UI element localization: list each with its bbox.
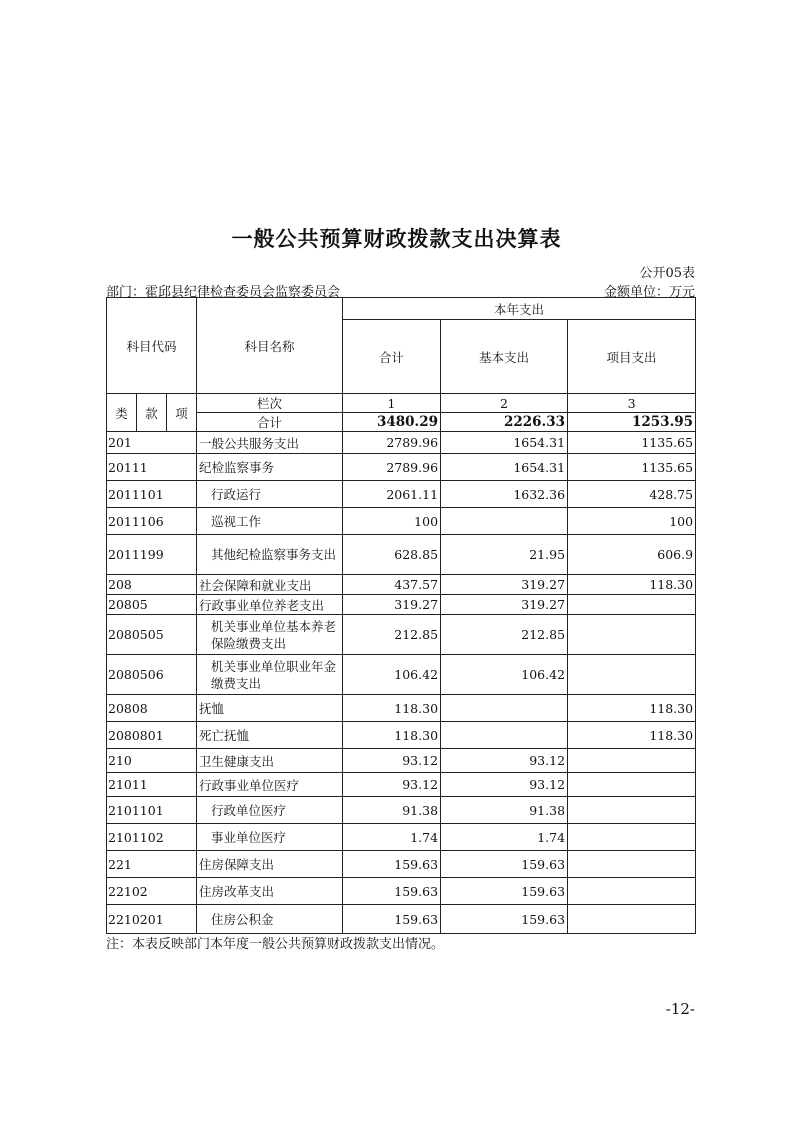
row-basic: 1.74 (441, 824, 568, 851)
row-basic: 91.38 (441, 797, 568, 824)
table-row (107, 615, 696, 655)
row-project: 100 (568, 508, 696, 535)
table-row (107, 695, 696, 722)
row-project: 1135.65 (568, 432, 696, 454)
row-total: 106.42 (343, 655, 441, 695)
row-code: 2080801 (107, 722, 197, 749)
row-basic: 159.63 (441, 851, 568, 878)
table-row (107, 878, 696, 905)
row-code: 2080505 (107, 615, 197, 655)
row-project: 428.75 (568, 481, 696, 508)
table-row (107, 797, 696, 824)
row-code: 208 (107, 575, 197, 595)
row-total: 628.85 (343, 535, 441, 575)
row-total: 118.30 (343, 722, 441, 749)
row-total: 212.85 (343, 615, 441, 655)
report-title: 一般公共预算财政拨款支出决算表 (231, 226, 562, 251)
total-row-total: 3480.29 (343, 413, 441, 432)
row-code: 2011106 (107, 508, 197, 535)
row-name: 行政事业单位医疗 (197, 773, 343, 797)
row-total: 1.74 (343, 824, 441, 851)
row-basic (441, 695, 568, 722)
header-col1: 1 (343, 394, 441, 413)
row-code: 2011199 (107, 535, 197, 575)
table-row (107, 454, 696, 481)
row-total: 118.30 (343, 695, 441, 722)
row-project (568, 878, 696, 905)
row-total: 159.63 (343, 905, 441, 934)
table-row (107, 773, 696, 797)
row-total: 159.63 (343, 878, 441, 905)
row-name: 住房改革支出 (197, 878, 343, 905)
header-project: 项目支出 (568, 320, 696, 394)
row-project (568, 797, 696, 824)
table-row (107, 851, 696, 878)
header-col3: 3 (568, 394, 696, 413)
total-row-project: 1253.95 (568, 413, 696, 432)
row-code: 2101102 (107, 824, 197, 851)
header-code: 科目代码 (107, 298, 197, 394)
row-code: 2011101 (107, 481, 197, 508)
row-project (568, 851, 696, 878)
row-total: 319.27 (343, 595, 441, 615)
total-row-basic: 2226.33 (441, 413, 568, 432)
row-basic: 93.12 (441, 749, 568, 773)
row-name: 其他纪检监察事务支出 (197, 535, 343, 575)
row-name: 卫生健康支出 (197, 749, 343, 773)
row-basic: 159.63 (441, 878, 568, 905)
table-row (107, 481, 696, 508)
header-xiang: 项 (167, 394, 197, 432)
row-total: 159.63 (343, 851, 441, 878)
row-project: 118.30 (568, 695, 696, 722)
header-lei: 类 (107, 394, 137, 432)
row-code: 20808 (107, 695, 197, 722)
row-name: 一般公共服务支出 (197, 432, 343, 454)
row-basic: 93.12 (441, 773, 568, 797)
table-row (107, 575, 696, 595)
row-project: 606.9 (568, 535, 696, 575)
row-basic (441, 722, 568, 749)
row-basic: 159.63 (441, 905, 568, 934)
row-basic: 1654.31 (441, 432, 568, 454)
row-project (568, 615, 696, 655)
row-basic: 319.27 (441, 575, 568, 595)
row-basic: 106.42 (441, 655, 568, 695)
row-project (568, 655, 696, 695)
table-row (107, 535, 696, 575)
row-code: 2210201 (107, 905, 197, 934)
row-name: 纪检监察事务 (197, 454, 343, 481)
page-number: -12- (665, 1000, 695, 1018)
department-label: 部门：霍邱县纪律检查委员会监察委员会 (106, 285, 341, 300)
row-project (568, 773, 696, 797)
row-code: 201 (107, 432, 197, 454)
header-total: 合计 (343, 320, 441, 394)
row-project (568, 749, 696, 773)
table-row (107, 595, 696, 615)
row-name: 死亡抚恤 (197, 722, 343, 749)
row-code: 21011 (107, 773, 197, 797)
row-total: 2061.11 (343, 481, 441, 508)
row-name: 机关事业单位基本养老保险缴费支出 (197, 615, 343, 655)
row-name: 抚恤 (197, 695, 343, 722)
table-row (107, 749, 696, 773)
row-total: 93.12 (343, 773, 441, 797)
total-row-label: 合计 (197, 413, 343, 432)
row-total: 437.57 (343, 575, 441, 595)
form-number: 公开05表 (639, 266, 695, 281)
row-total: 100 (343, 508, 441, 535)
row-code: 2080506 (107, 655, 197, 695)
row-project (568, 595, 696, 615)
row-project: 118.30 (568, 575, 696, 595)
amount-unit-label: 金额单位：万元 (603, 285, 695, 300)
row-basic: 21.95 (441, 535, 568, 575)
row-name: 行政运行 (197, 481, 343, 508)
row-name: 机关事业单位职业年金缴费支出 (197, 655, 343, 695)
row-basic: 1632.36 (441, 481, 568, 508)
row-code: 2101101 (107, 797, 197, 824)
header-basic: 基本支出 (441, 320, 568, 394)
table-row (107, 432, 696, 454)
row-project: 1135.65 (568, 454, 696, 481)
table-row (107, 508, 696, 535)
table-row (107, 722, 696, 749)
row-total: 93.12 (343, 749, 441, 773)
row-name: 巡视工作 (197, 508, 343, 535)
row-name: 社会保障和就业支出 (197, 575, 343, 595)
header-this-year: 本年支出 (343, 298, 696, 320)
row-total: 91.38 (343, 797, 441, 824)
header-name: 科目名称 (197, 298, 343, 394)
expenditure-table (106, 297, 696, 934)
row-basic (441, 508, 568, 535)
row-total: 2789.96 (343, 454, 441, 481)
header-kuan: 款 (137, 394, 167, 432)
row-project (568, 905, 696, 934)
row-code: 210 (107, 749, 197, 773)
row-code: 22102 (107, 878, 197, 905)
row-name: 住房公积金 (197, 905, 343, 934)
table-row (107, 655, 696, 695)
row-basic: 319.27 (441, 595, 568, 615)
row-total: 2789.96 (343, 432, 441, 454)
row-name: 行政事业单位养老支出 (197, 595, 343, 615)
row-name: 住房保障支出 (197, 851, 343, 878)
table-row (107, 824, 696, 851)
row-project: 118.30 (568, 722, 696, 749)
row-code: 221 (107, 851, 197, 878)
table-row (107, 905, 696, 934)
row-name: 事业单位医疗 (197, 824, 343, 851)
row-code: 20805 (107, 595, 197, 615)
table-note: 注：本表反映部门本年度一般公共预算财政拨款支出情况。 (106, 937, 445, 952)
header-col2: 2 (441, 394, 568, 413)
row-basic: 1654.31 (441, 454, 568, 481)
row-name: 行政单位医疗 (197, 797, 343, 824)
row-project (568, 824, 696, 851)
row-basic: 212.85 (441, 615, 568, 655)
row-code: 20111 (107, 454, 197, 481)
header-column-order: 栏次 (197, 394, 343, 413)
